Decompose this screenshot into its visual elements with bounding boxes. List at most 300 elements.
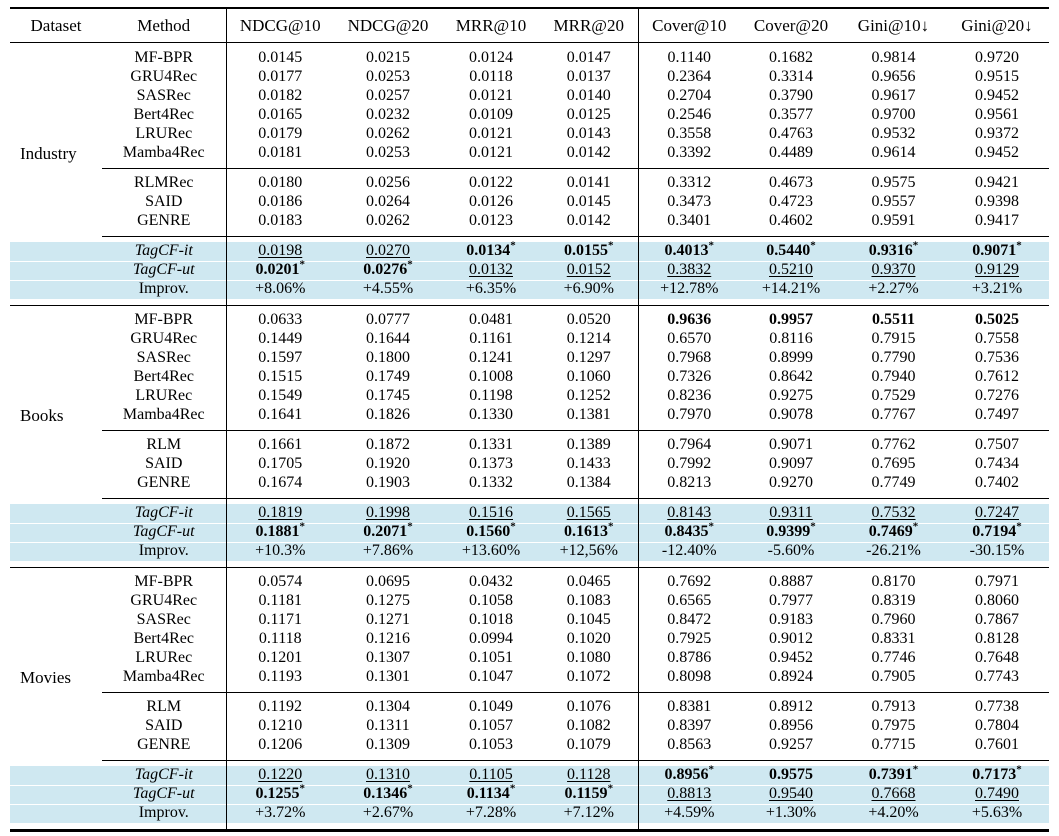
metric-value: 0.1045 xyxy=(566,611,611,629)
metric-cell xyxy=(842,630,945,649)
metric-cell xyxy=(334,766,442,785)
metric-cell xyxy=(226,311,334,330)
metric-value: +8.06% xyxy=(255,280,306,298)
metric-cell xyxy=(442,174,540,193)
metric-value: 0.7977 xyxy=(769,592,813,610)
metric-value: 0.1060 xyxy=(566,368,611,386)
table-header xyxy=(10,8,1049,43)
metric-cell xyxy=(540,280,638,299)
metric-cell xyxy=(945,436,1049,455)
group-separator xyxy=(740,755,842,766)
group-separator xyxy=(540,687,638,698)
significance-star: * xyxy=(299,782,305,795)
metric-cell xyxy=(638,649,740,668)
dataset-cell xyxy=(10,717,102,736)
metric-value: 0.8563 xyxy=(667,736,712,754)
metric-cell xyxy=(540,406,638,425)
group-separator xyxy=(102,163,226,174)
metric-cell xyxy=(540,193,638,212)
metric-value: 0.1140 xyxy=(667,49,711,67)
metric-cell xyxy=(945,311,1049,330)
metric-value: 0.1597 xyxy=(258,349,303,367)
metric-value: 0.5025 xyxy=(975,311,1019,329)
metric-cell xyxy=(740,573,842,592)
metric-cell xyxy=(638,611,740,630)
method-label: SAID xyxy=(145,193,183,211)
column-header: MRR@10 xyxy=(442,8,540,43)
metric-value: 0.9097 xyxy=(769,455,813,473)
dataset-cell xyxy=(10,455,102,474)
metric-cell xyxy=(638,736,740,755)
dataset-cell xyxy=(10,630,102,649)
metric-cell xyxy=(740,520,842,542)
metric-value: 0.5511 xyxy=(871,311,916,329)
metric-value: 0.7940 xyxy=(871,368,916,386)
metric-cell xyxy=(945,736,1049,755)
metric-cell xyxy=(842,212,945,231)
metric-cell xyxy=(842,311,945,330)
metric-cell xyxy=(540,239,638,261)
results-table xyxy=(10,7,1049,832)
metric-value: 0.7536 xyxy=(975,349,1019,367)
metric-value: 0.7648 xyxy=(975,649,1019,667)
metric-cell xyxy=(334,782,442,804)
metric-cell xyxy=(638,280,740,299)
metric-cell xyxy=(540,106,638,125)
tagcf-row xyxy=(10,261,1049,280)
block-separator xyxy=(740,299,842,311)
metric-cell xyxy=(945,193,1049,212)
metric-cell xyxy=(842,387,945,406)
metric-value: 0.7970 xyxy=(667,406,712,424)
block-separator xyxy=(102,561,226,573)
metric-cell xyxy=(842,763,945,785)
metric-cell xyxy=(226,698,334,717)
metric-value: 0.3314 xyxy=(769,68,813,86)
metric-cell xyxy=(442,49,540,68)
block-separator xyxy=(102,299,226,311)
table-row xyxy=(10,474,1049,493)
significance-star: * xyxy=(1016,520,1022,533)
metric-cell xyxy=(945,804,1049,823)
metric-value: 0.1275 xyxy=(366,592,410,610)
significance-star: * xyxy=(510,520,516,533)
metric-cell xyxy=(638,406,740,425)
metric-value: 0.8956 xyxy=(664,766,709,784)
metric-value: 0.3832 xyxy=(667,261,712,279)
table-row xyxy=(10,368,1049,387)
metric-cell xyxy=(226,592,334,611)
method-label: SASRec xyxy=(136,87,191,105)
column-header: Cover@20 xyxy=(740,8,842,43)
metric-cell xyxy=(334,68,442,87)
metric-value: 0.1998 xyxy=(366,504,410,522)
metric-cell xyxy=(638,212,740,231)
metric-cell xyxy=(334,242,442,261)
block-separator xyxy=(10,561,102,573)
metric-value: 0.0777 xyxy=(366,311,410,329)
metric-cell xyxy=(945,387,1049,406)
metric-value: 0.0177 xyxy=(258,68,303,86)
metric-cell xyxy=(740,125,842,144)
metric-cell xyxy=(740,144,842,163)
metric-value: 0.1058 xyxy=(469,592,513,610)
group-separator xyxy=(226,493,334,504)
metric-cell xyxy=(226,368,334,387)
metric-cell xyxy=(638,668,740,687)
metric-cell xyxy=(740,68,842,87)
metric-cell xyxy=(945,406,1049,425)
metric-value: 0.0262 xyxy=(366,125,410,143)
metric-value: 0.1641 xyxy=(258,406,303,424)
block-separator xyxy=(638,299,740,311)
metric-value: 0.5440 xyxy=(766,242,811,260)
method-label: MF-BPR xyxy=(134,49,194,67)
metric-cell xyxy=(226,649,334,668)
spacer-row xyxy=(102,823,226,831)
table-row xyxy=(10,649,1049,668)
metric-cell xyxy=(442,349,540,368)
group-separator xyxy=(442,687,540,698)
metric-value: 0.1674 xyxy=(258,474,303,492)
metric-value: 0.9515 xyxy=(975,68,1019,86)
metric-cell xyxy=(442,144,540,163)
method-label: GENRE xyxy=(137,212,191,230)
metric-value: 0.1881 xyxy=(255,523,300,541)
metric-cell xyxy=(638,239,740,261)
metric-cell xyxy=(540,436,638,455)
metric-value: 0.7913 xyxy=(871,698,916,716)
dataset-cell xyxy=(10,804,102,823)
significance-star: * xyxy=(607,782,614,795)
metric-cell xyxy=(334,125,442,144)
metric-cell xyxy=(638,436,740,455)
metric-value: 0.0994 xyxy=(469,630,513,648)
significance-star: * xyxy=(1016,239,1022,252)
metric-value: 0.0145 xyxy=(258,49,303,67)
metric-cell xyxy=(226,611,334,630)
metric-cell xyxy=(442,436,540,455)
spacer-row xyxy=(842,823,945,831)
group-separator xyxy=(945,755,1049,766)
dataset-cell xyxy=(10,698,102,717)
metric-value: 0.1373 xyxy=(469,455,513,473)
metric-value: 0.6565 xyxy=(667,592,712,610)
metric-value: 0.0134 xyxy=(466,242,511,260)
metric-value: 0.8098 xyxy=(667,668,712,686)
metric-cell xyxy=(540,212,638,231)
group-separator xyxy=(540,163,638,174)
metric-cell xyxy=(842,592,945,611)
metric-cell xyxy=(334,649,442,668)
group-separator xyxy=(740,687,842,698)
metric-value: 0.1309 xyxy=(366,736,410,754)
metric-value: 0.0142 xyxy=(566,144,611,162)
metric-cell xyxy=(334,504,442,523)
metric-cell xyxy=(540,87,638,106)
metric-cell xyxy=(226,436,334,455)
metric-value: 0.7867 xyxy=(975,611,1019,629)
metric-value: 0.7497 xyxy=(975,406,1019,424)
metric-value: 0.3312 xyxy=(667,174,712,192)
dataset-cell xyxy=(10,542,102,561)
metric-value: 0.7529 xyxy=(871,387,916,405)
metric-value: 0.1515 xyxy=(258,368,303,386)
metric-value: 0.3558 xyxy=(667,125,712,143)
metric-cell xyxy=(638,125,740,144)
metric-cell xyxy=(442,387,540,406)
metric-cell xyxy=(442,474,540,493)
metric-value: 0.1903 xyxy=(366,474,410,492)
metric-value: 0.1255 xyxy=(255,785,300,803)
metric-cell xyxy=(226,87,334,106)
metric-value: 0.8786 xyxy=(667,649,712,667)
table-row xyxy=(10,193,1049,212)
metric-value: 0.0520 xyxy=(566,311,611,329)
spacer-row xyxy=(442,823,540,831)
metric-cell xyxy=(334,436,442,455)
metric-cell xyxy=(226,455,334,474)
metric-cell xyxy=(740,542,842,561)
method-label: Improv. xyxy=(102,804,226,823)
metric-cell xyxy=(945,68,1049,87)
metric-cell xyxy=(740,280,842,299)
dataset-cell xyxy=(10,368,102,387)
group-separator xyxy=(740,231,842,242)
metric-cell xyxy=(226,212,334,231)
metric-cell xyxy=(638,804,740,823)
metric-cell xyxy=(842,87,945,106)
block-separator xyxy=(442,299,540,311)
significance-star: * xyxy=(407,782,413,795)
dataset-cell xyxy=(10,649,102,668)
metric-cell xyxy=(334,406,442,425)
metric-value: 0.1872 xyxy=(366,436,410,454)
metric-cell xyxy=(638,387,740,406)
metric-cell xyxy=(740,717,842,736)
metric-value: 0.3392 xyxy=(667,144,712,162)
metric-cell xyxy=(226,520,334,542)
metric-value: 0.2704 xyxy=(667,87,712,105)
significance-star: * xyxy=(708,239,714,252)
metric-cell xyxy=(638,368,740,387)
metric-value: 0.9575 xyxy=(871,174,916,192)
tagcf-row xyxy=(10,785,1049,804)
metric-cell xyxy=(226,330,334,349)
method-label: RLM xyxy=(146,436,182,454)
metric-value: 0.7804 xyxy=(975,717,1019,735)
metric-value: 0.1381 xyxy=(566,406,611,424)
group-separator xyxy=(10,425,102,436)
block-separator xyxy=(842,561,945,573)
metric-cell xyxy=(540,520,638,542)
metric-value: 0.1449 xyxy=(258,330,303,348)
metric-cell xyxy=(442,782,540,804)
metric-value: 0.0132 xyxy=(469,261,513,279)
metric-cell xyxy=(638,630,740,649)
method-label: Bert4Rec xyxy=(133,106,194,124)
metric-value: 0.1082 xyxy=(566,717,611,735)
tagcf-row xyxy=(10,804,1049,823)
block-separator xyxy=(226,299,334,311)
metric-value: 0.1301 xyxy=(366,668,410,686)
metric-value: 0.9591 xyxy=(871,212,916,230)
metric-cell xyxy=(226,668,334,687)
metric-cell xyxy=(842,125,945,144)
metric-cell xyxy=(945,239,1049,261)
metric-value: 0.7326 xyxy=(667,368,712,386)
metric-cell xyxy=(226,573,334,592)
metric-value: 0.1049 xyxy=(469,698,513,716)
method-label: LRURec xyxy=(135,387,193,405)
metric-cell xyxy=(638,87,740,106)
significance-star: * xyxy=(407,258,413,271)
metric-cell xyxy=(226,766,334,785)
metric-value: 0.7749 xyxy=(871,474,916,492)
metric-cell xyxy=(842,668,945,687)
group-separator xyxy=(638,163,740,174)
group-separator xyxy=(226,687,334,698)
metric-value: 0.4673 xyxy=(769,174,813,192)
table-row xyxy=(10,49,1049,68)
dataset-cell xyxy=(10,49,102,68)
metric-value: 0.0262 xyxy=(366,212,410,230)
metric-cell xyxy=(842,717,945,736)
metric-value: 0.0253 xyxy=(366,68,410,86)
metric-value: 0.0232 xyxy=(366,106,410,124)
metric-value: +3.21% xyxy=(971,280,1023,298)
metric-value: +2.27% xyxy=(868,280,919,298)
metric-value: 0.1080 xyxy=(566,649,611,667)
metric-cell xyxy=(638,763,740,785)
table-row xyxy=(10,573,1049,592)
metric-value: +6.90% xyxy=(563,280,614,298)
table-row xyxy=(10,87,1049,106)
metric-cell xyxy=(540,668,638,687)
group-separator xyxy=(10,163,102,174)
metric-value: 0.7434 xyxy=(975,455,1019,473)
metric-cell xyxy=(638,474,740,493)
metric-cell xyxy=(226,106,334,125)
metric-cell xyxy=(540,68,638,87)
metric-value: 0.7762 xyxy=(871,436,916,454)
metric-value: 0.7692 xyxy=(667,573,712,591)
metric-value: 0.1745 xyxy=(366,387,410,405)
metric-cell xyxy=(945,125,1049,144)
metric-value: 0.8887 xyxy=(769,573,813,591)
metric-cell xyxy=(442,193,540,212)
metric-cell xyxy=(226,280,334,299)
metric-value: 0.7469 xyxy=(868,523,913,541)
metric-value: 0.1079 xyxy=(566,736,611,754)
metric-value: 0.1252 xyxy=(566,387,611,405)
metric-value: 0.0155 xyxy=(564,242,608,260)
metric-cell xyxy=(334,349,442,368)
table-body xyxy=(10,43,1049,831)
table-row xyxy=(10,144,1049,163)
metric-cell xyxy=(842,504,945,523)
method-label: SAID xyxy=(145,455,183,473)
metric-cell xyxy=(226,174,334,193)
metric-cell xyxy=(945,504,1049,523)
table-row xyxy=(10,455,1049,474)
metric-value: 0.7612 xyxy=(975,368,1019,386)
group-separator xyxy=(442,755,540,766)
metric-cell xyxy=(740,736,842,755)
metric-cell xyxy=(540,261,638,280)
metric-value: +10.3% xyxy=(255,542,306,560)
metric-cell xyxy=(945,174,1049,193)
metric-value: 0.0253 xyxy=(366,144,410,162)
block-separator xyxy=(740,561,842,573)
metric-value: 0.0186 xyxy=(258,193,303,211)
metric-value: 0.9399 xyxy=(766,523,811,541)
group-separator xyxy=(10,493,102,504)
metric-value: 0.0256 xyxy=(366,174,410,192)
metric-cell xyxy=(638,144,740,163)
metric-value: 0.1800 xyxy=(366,349,410,367)
metric-value: 0.1193 xyxy=(258,668,302,686)
metric-cell xyxy=(945,630,1049,649)
metric-value: 0.1020 xyxy=(566,630,611,648)
metric-cell xyxy=(740,804,842,823)
metric-value: 0.0215 xyxy=(366,49,410,67)
column-header: Gini@20↓ xyxy=(945,8,1049,43)
metric-value: +14.21% xyxy=(761,280,821,298)
metric-value: 0.1214 xyxy=(566,330,611,348)
group-separator xyxy=(442,231,540,242)
metric-value: 0.9071 xyxy=(972,242,1017,260)
metric-value: 0.4489 xyxy=(769,144,813,162)
column-header: Gini@10↓ xyxy=(842,8,945,43)
metric-value: 0.0201 xyxy=(255,261,300,279)
metric-value: 0.0465 xyxy=(566,573,611,591)
metric-value: 0.7601 xyxy=(975,736,1019,754)
method-label: TagCF-it xyxy=(102,766,226,785)
group-separator xyxy=(102,425,226,436)
metric-value: 0.9311 xyxy=(769,504,813,522)
metric-value: 0.9372 xyxy=(975,125,1019,143)
block-separator xyxy=(442,561,540,573)
metric-value: 0.1920 xyxy=(366,455,410,473)
metric-value: 0.8143 xyxy=(667,504,712,522)
metric-cell xyxy=(945,785,1049,804)
significance-star: * xyxy=(912,520,919,533)
metric-value: 0.8128 xyxy=(975,630,1019,648)
metric-cell xyxy=(442,106,540,125)
group-separator xyxy=(102,231,226,242)
metric-cell xyxy=(842,520,945,542)
metric-value: 0.0122 xyxy=(469,174,513,192)
metric-cell xyxy=(334,630,442,649)
metric-value: 0.9636 xyxy=(667,311,712,329)
metric-value: 0.0125 xyxy=(566,106,611,124)
metric-cell xyxy=(740,239,842,261)
metric-cell xyxy=(334,368,442,387)
column-header: NDCG@10 xyxy=(226,8,334,43)
metric-value: 0.7790 xyxy=(871,349,916,367)
table-row xyxy=(10,592,1049,611)
metric-value: 0.1749 xyxy=(366,368,410,386)
metric-value: +7.28% xyxy=(465,804,517,822)
metric-cell xyxy=(334,520,442,542)
metric-value: +12,56% xyxy=(559,542,618,560)
metric-value: 0.1083 xyxy=(566,592,611,610)
method-label: GENRE xyxy=(137,736,191,754)
block-separator xyxy=(842,299,945,311)
metric-value: 0.0182 xyxy=(258,87,303,105)
group-separator xyxy=(10,755,102,766)
